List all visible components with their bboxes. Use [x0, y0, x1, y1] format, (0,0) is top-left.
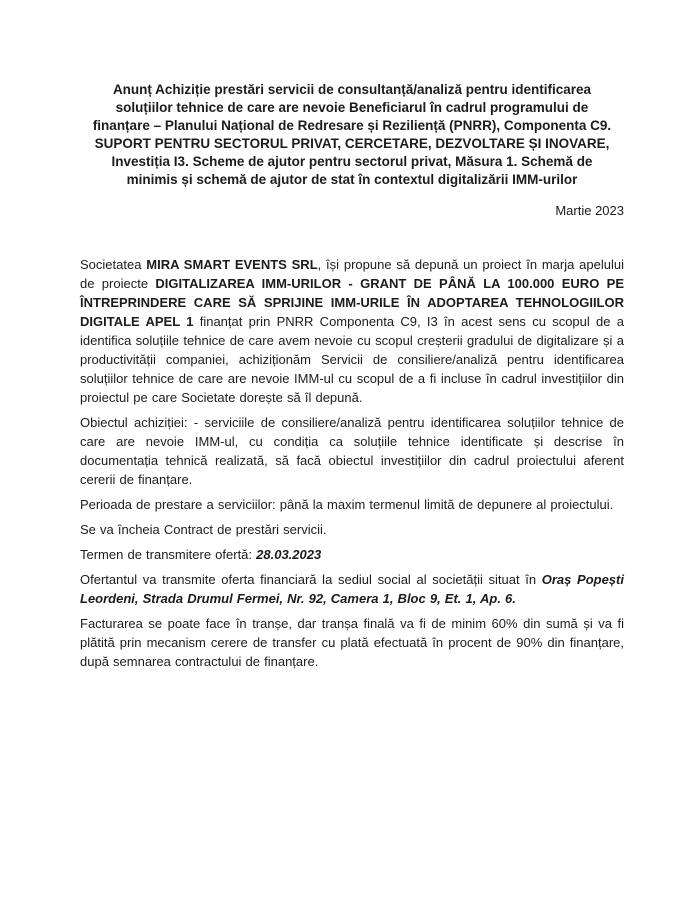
document-date: Martie 2023	[555, 203, 624, 218]
body-text: Societatea	[80, 257, 147, 272]
body-text: Se va încheia Contract de prestări servicii.	[80, 522, 327, 537]
body-text: Obiectul achiziției: - serviciile de consiliere/analiză pentru identificarea soluțiilor tehnice de care are nevoie IMM-ul, cu condiția ca soluțiile tehnice identificate și descrise în documentația tehnică realizată, să facă obiectul investițiilor din cadrul proiectului aferent cererii de finanțare.	[80, 415, 624, 487]
document-body	[80, 255, 624, 671]
body-text: , își propune să depună un proiect în marja apelului de proiecte	[80, 257, 624, 291]
body-text: Perioada de prestare a serviciilor: până la maxim termenul limită de depunere al proiectului.	[80, 497, 614, 512]
body-text: Termen de transmitere ofertă:	[80, 547, 257, 562]
body-text: finanțat prin PNRR Componenta C9, I3 în acest sens cu scopul de a identifica soluțiile tehnice de care avem nevoie cu scopul creșterii gradului de digitalizare și a productivității companiei, achiziționăm Servicii de consiliere/analiză pentru identificarea soluțiilor tehnice de care are nevoie IMM-ul cu scopul de a fi incluse în cadrul investițiilor din proiectul pe care Societate dorește să îl depună.	[80, 314, 625, 405]
title-line: Investiția I3. Scheme de ajutor pentru sectorul privat, Măsura 1. Schemă de	[111, 154, 593, 169]
paragraph-3	[80, 495, 624, 514]
emphasized-text: DIGITALIZAREA IMM-URILOR - GRANT DE PÂNĂ LA 100.000 EURO PE ÎNTREPRINDERE CARE SĂ SPRIJINE IMM-URILE ÎN ADOPTAREA TEHNOLOGIILOR DIGITALE APEL 1	[80, 276, 624, 329]
body-text: Ofertantul va transmite oferta financiară la sediul social al societății situat în	[80, 572, 542, 587]
document-title	[80, 81, 624, 189]
paragraph-6	[80, 570, 624, 608]
title-line: minimis și schemă de ajutor de stat în contextul digitalizării IMM-urilor	[126, 172, 578, 187]
emphasized-text: MIRA SMART EVENTS SRL	[146, 257, 318, 272]
body-text: Facturarea se poate face în tranșe, dar tranșa finală va fi de minim 60% din sumă și va fi plătită prin mecanism cerere de transfer cu plată efectuată în procent de 90% din finanțare, după semnarea contractului de finanțare.	[80, 616, 624, 669]
paragraph-2	[80, 413, 624, 489]
title-line: finanțare – Planului Național de Redresare și Reziliență (PNRR), Componenta C9.	[92, 118, 612, 133]
title-line: soluțiilor tehnice de care are nevoie Beneficiarul în cadrul programului de	[115, 100, 589, 115]
emphasized-text: 28.03.2023	[256, 547, 322, 562]
paragraph-4	[80, 520, 624, 539]
paragraph-7	[80, 614, 624, 671]
paragraph-1	[80, 255, 624, 407]
title-line: SUPORT PENTRU SECTORUL PRIVAT, CERCETARE, DEZVOLTARE ȘI INOVARE,	[94, 136, 610, 151]
paragraph-5	[80, 545, 624, 564]
emphasized-text: Oraș Popești Leordeni, Strada Drumul Fermei, Nr. 92, Camera 1, Bloc 9, Et. 1, Ap. 6.	[80, 572, 624, 606]
title-line: Anunț Achiziție prestări servicii de consultanță/analiză pentru identificarea	[112, 82, 592, 97]
